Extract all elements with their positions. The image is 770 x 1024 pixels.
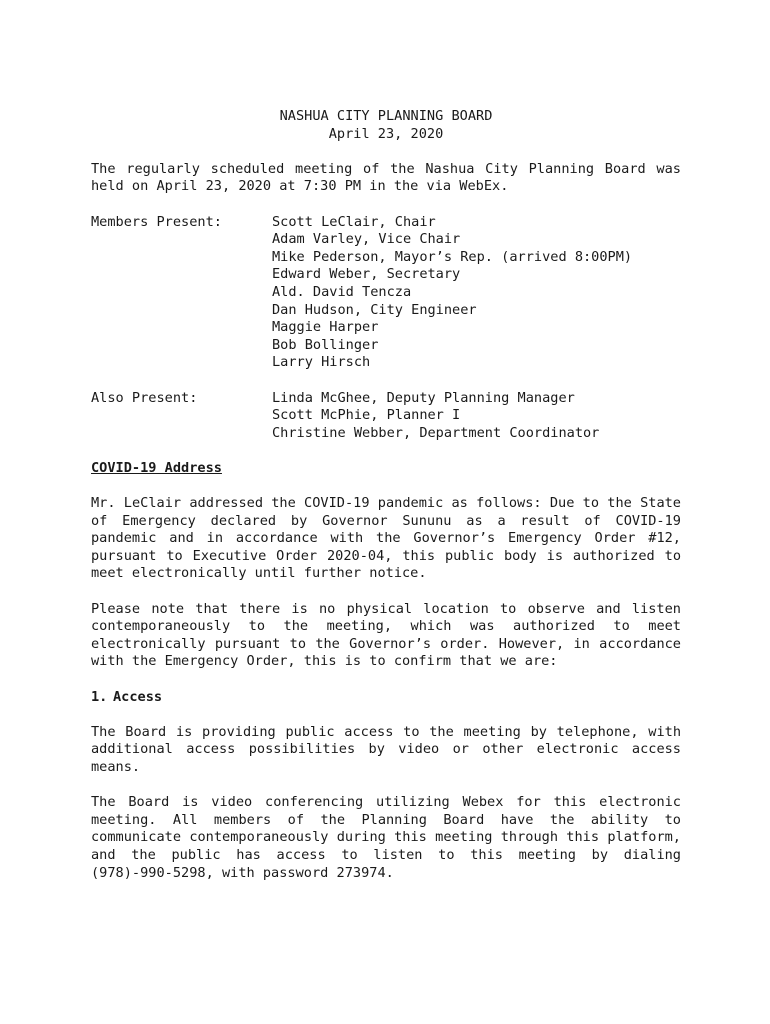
document-title: NASHUA CITY PLANNING BOARD <box>279 108 493 124</box>
staff-name: Linda McGhee, Deputy Planning Manager <box>272 389 575 406</box>
access-heading-text: Access <box>113 688 163 705</box>
meeting-date: April 23, 2020 <box>328 125 444 142</box>
member-name: Adam Varley, Vice Chair <box>272 231 461 248</box>
staff-name: Christine Webber, Department Coordinator <box>272 424 600 441</box>
staff-name: Scott McPhie, Planner I <box>272 407 461 424</box>
access-heading <box>91 689 681 707</box>
document-page <box>91 108 681 882</box>
member-name: Bob Bollinger <box>272 336 379 353</box>
members-present-label: Members Present: <box>91 213 222 230</box>
member-name: Mike Pederson, Mayor’s Rep. (arrived 8:00PM) <box>272 248 633 265</box>
member-name: Dan Hudson, City Engineer <box>272 301 477 318</box>
member-name: Maggie Harper <box>272 319 379 336</box>
access-heading-number: 1. <box>91 688 108 705</box>
covid-heading: COVID-19 Address <box>91 459 222 476</box>
covid-paragraph-1: Mr. LeClair addressed the COVID-19 pandemic as follows: Due to the State of Emergency declared by Governor Sununu as a result of COVID-19 pandemic and in accordance with the Governor’s Emergency Order #12, pursuant to Executive Order 2020-04, this public body is authorized to meet electronically until further notice. <box>91 495 681 582</box>
member-name: Larry Hirsch <box>272 354 371 371</box>
member-name: Scott LeClair, Chair <box>272 213 436 230</box>
access-paragraph-2: The Board is video conferencing utilizing Webex for this electronic meeting. All members of the Planning Board have the ability to communicate contemporaneously during this meeting through this platform, and the public has access to listen to this meeting by dialing (978)-990-5298, with password 273974. <box>91 794 681 881</box>
members-present-list <box>272 214 632 372</box>
access-paragraph-1: The Board is providing public access to the meeting by telephone, with additional access possibilities by video or other electronic access means. <box>91 723 681 775</box>
also-present-list <box>272 390 599 443</box>
also-present-label: Also Present: <box>91 389 198 406</box>
covid-paragraph-2: Please note that there is no physical location to observe and listen contemporaneously to the meeting, which was authorized to meet electronically pursuant to the Governor’s order. However, in accordance with the Emergency Order, this is to confirm that we are: <box>91 600 681 670</box>
intro-paragraph: The regularly scheduled meeting of the Nashua City Planning Board was held on April 23, 2020 at 7:30 PM in the via WebEx. <box>91 160 681 195</box>
members-present-block <box>91 214 681 372</box>
member-name: Ald. David Tencza <box>272 283 412 300</box>
also-present-block <box>91 390 681 443</box>
member-name: Edward Weber, Secretary <box>272 266 461 283</box>
